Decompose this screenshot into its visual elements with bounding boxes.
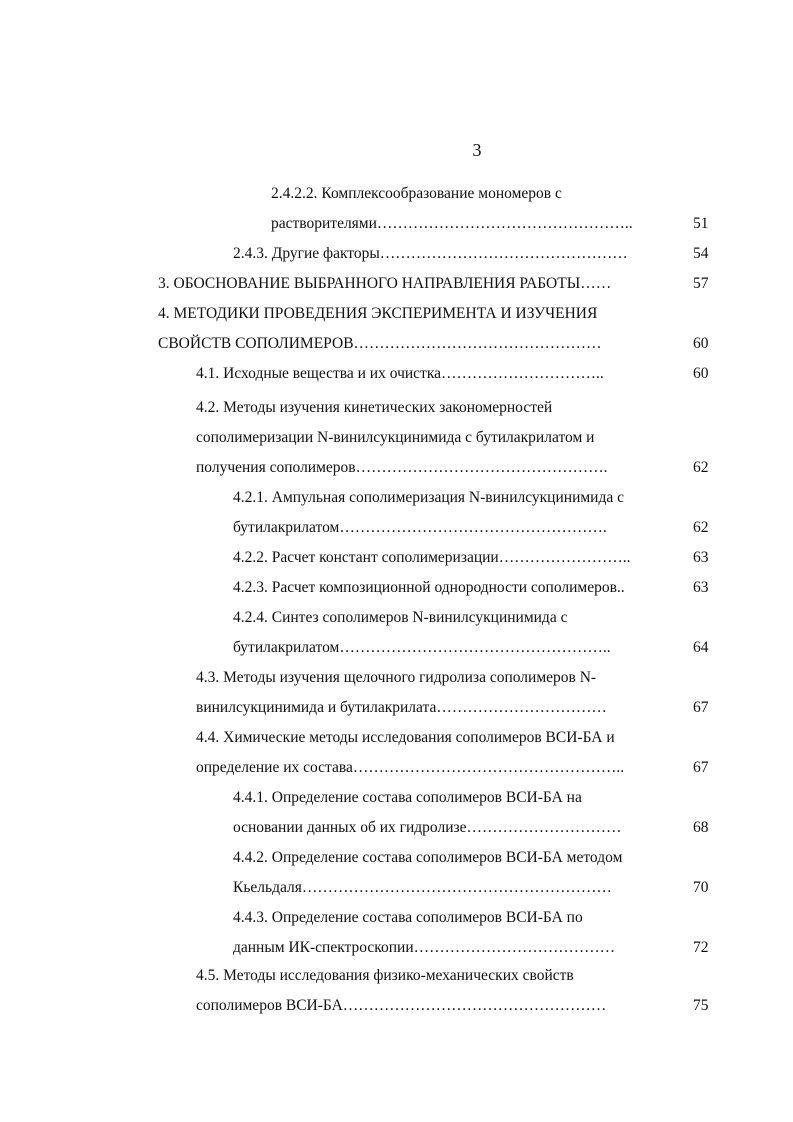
toc-entry-text: 4.2.4. Синтез сополимеров N-винилсукцинимида с — [233, 609, 568, 626]
toc-page-number: 67 — [693, 699, 709, 716]
toc-entry-text: сополимеров ВСИ-БА…………………………………………… — [196, 997, 607, 1014]
toc-page-number: 54 — [693, 245, 709, 262]
toc-entry-text: 4.4.2. Определение состава сополимеров ВСИ-БА методом — [233, 849, 623, 866]
toc-entry-text: СВОЙСТВ СОПОЛИМЕРОВ………………………………………… — [158, 335, 602, 352]
toc-entry-text: Кьельдаля…………………………………………………… — [233, 879, 612, 896]
toc-entry-text: данным ИК-спектроскопии………………………………… — [233, 939, 616, 956]
toc-entry-text: 4.2. Методы изучения кинетических закономерностей — [196, 399, 553, 416]
toc-entry-text: 4.4. Химические методы исследования сополимеров ВСИ-БА и — [196, 729, 615, 746]
toc-entry-text: получения сополимеров…………………………………………. — [196, 459, 608, 476]
toc-page-number: 62 — [693, 519, 709, 536]
toc-page-number: 67 — [693, 759, 709, 776]
toc-entry-text: 4.3. Методы изучения щелочного гидролиза сополимеров N- — [196, 669, 597, 686]
toc-page-number: 70 — [693, 879, 709, 896]
toc-entry-text: бутилакрилатом……………………………………………. — [233, 519, 607, 536]
toc-entry-text: 4.2.2. Расчет констант сополимеризации…………………….. — [233, 549, 631, 566]
toc-entry-text: сополимеризации N-винилсукцинимида с бутилакрилатом и — [196, 429, 595, 446]
toc-entry-text: 4. МЕТОДИКИ ПРОВЕДЕНИЯ ЭКСПЕРИМЕНТА И ИЗУЧЕНИЯ — [158, 305, 598, 322]
toc-entry-text: винилсукцинимида и бутилакрилата…………………………… — [196, 699, 607, 716]
toc-page-number: 51 — [693, 215, 709, 232]
toc-entry-text: основании данных об их гидролизе………………………… — [233, 819, 622, 836]
toc-entry-text: 4.4.1. Определение состава сополимеров ВСИ-БА на — [233, 789, 582, 806]
toc-entry-text: 4.1. Исходные вещества и их очистка………………………….. — [196, 365, 604, 382]
toc-page-number: 63 — [693, 549, 709, 566]
toc-page-number: 64 — [693, 639, 709, 656]
toc-page-number: 62 — [693, 459, 709, 476]
toc-page-number: 60 — [693, 365, 709, 382]
toc-entry-text: определение их состава…………………………………………….. — [196, 759, 625, 776]
toc-entry-text: 2.4.3. Другие факторы………………………………………… — [233, 245, 628, 262]
page-number: 3 — [472, 140, 482, 160]
toc-entry-text: 4.2.3. Расчет композиционной однородности сополимеров.. — [233, 579, 625, 596]
toc-entry-text: 3. ОБОСНОВАНИЕ ВЫБРАННОГО НАПРАВЛЕНИЯ РАБОТЫ…… — [158, 275, 612, 292]
toc-page-number: 68 — [693, 819, 709, 836]
toc-page-number: 75 — [693, 997, 709, 1014]
toc-page-number: 60 — [693, 335, 709, 352]
toc-entry-text: бутилакрилатом…………………………………………….. — [233, 639, 611, 656]
toc-entry-text: растворителями………………………………………….. — [271, 215, 633, 232]
toc-entry-text: 4.2.1. Ампульная сополимеризация N-винилсукцинимида с — [233, 489, 624, 506]
toc-entry-text: 2.4.2.2. Комплексообразование мономеров с — [271, 185, 562, 202]
toc-entry-text: 4.5. Методы исследования физико-механических свойств — [196, 967, 574, 984]
toc-page-number: 72 — [693, 939, 709, 956]
toc-entry-text: 4.4.3. Определение состава сополимеров ВСИ-БА по — [233, 909, 583, 926]
toc-page-number: 57 — [693, 275, 709, 292]
toc-page-number: 63 — [693, 579, 709, 596]
